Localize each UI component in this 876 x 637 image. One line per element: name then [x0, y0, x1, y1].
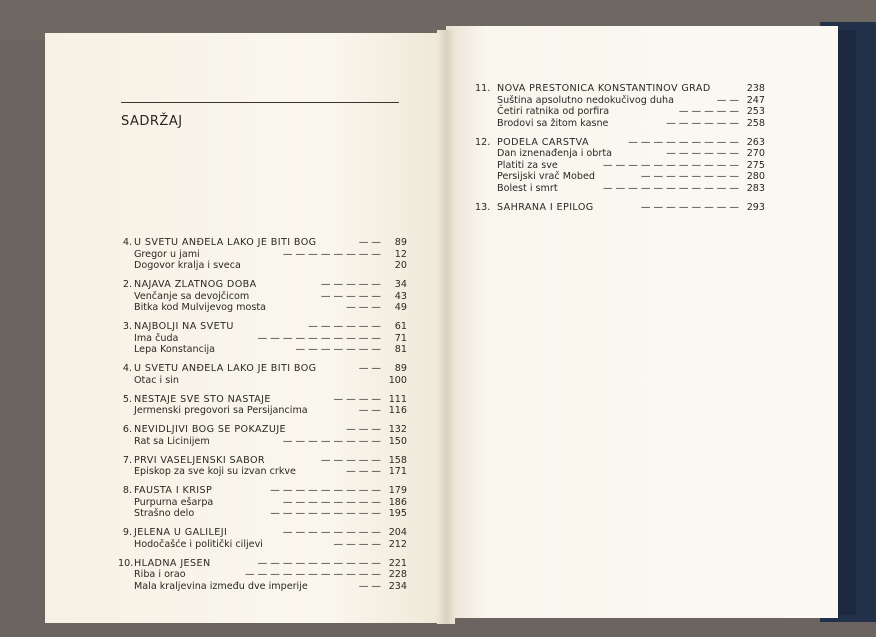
entry-gap	[118, 386, 407, 394]
page-number: 89	[394, 237, 407, 248]
chapter-title: NAJAVA ZLATNOG DOBA	[134, 279, 257, 290]
chapter-number: 3.	[122, 321, 132, 332]
chapter-number: 12.	[475, 136, 491, 148]
page-number: 186	[388, 496, 407, 508]
page-number: 111	[388, 393, 407, 405]
dot-leader: — — — —	[333, 538, 381, 550]
dot-leader: — — — — — —	[666, 117, 739, 129]
chapter-title: HLADNA JESEN	[134, 557, 211, 569]
entry-gap	[118, 314, 407, 322]
page-number: 61	[394, 321, 407, 332]
subentry-title: Dan iznenađenja i obrta	[497, 148, 612, 159]
entry-gap	[118, 520, 407, 528]
dot-leader: — — — — — — — — — — —	[244, 569, 381, 580]
subentry-title: Četiri ratnika od porfira	[497, 106, 610, 117]
entry-gap	[475, 129, 765, 137]
toc-subentry	[118, 569, 407, 581]
toc-subentry	[118, 260, 407, 272]
page-number: 228	[388, 569, 407, 580]
dot-leader: — — — — — — — —	[282, 435, 381, 447]
page-number: 158	[388, 454, 407, 466]
dot-leader: — — — — — — — — —	[628, 136, 739, 148]
chapter-title: JELENA U GALILEJI	[134, 527, 228, 538]
subentry-title: Platiti za sve	[497, 159, 558, 171]
entry-gap	[118, 478, 407, 486]
chapter-title: SAHRANA I EPILOG	[497, 201, 594, 213]
subentry-title: Persijski vrač Mobed	[497, 171, 595, 182]
dot-leader: — — — — — — — — — —	[257, 332, 381, 344]
chapter-title: FAUSTA I KRISP	[134, 485, 213, 496]
dot-leader: — —	[358, 363, 381, 374]
dot-leader: — — — — — — — — —	[270, 508, 381, 519]
toc-chapter-entry	[118, 485, 407, 497]
toc-chapter-entry	[118, 321, 407, 333]
chapter-title: PODELA CARSTVA	[497, 136, 589, 148]
chapter-number: 7.	[122, 454, 132, 466]
subentry-title: Purpurna ešarpa	[134, 496, 214, 508]
chapter-number: 13.	[475, 201, 491, 213]
chapter-number: 5.	[122, 393, 132, 405]
toc-chapter-entry	[475, 137, 765, 149]
toc-subentry	[118, 375, 407, 387]
subentry-title: Riba i orao	[134, 569, 186, 580]
chapter-number: 2.	[122, 279, 132, 290]
chapter-title: NOVA PRESTONICA KONSTANTINOV GRAD	[497, 83, 711, 94]
page-number: 234	[388, 580, 407, 592]
toc-subentry	[475, 95, 765, 107]
toc-subentry	[475, 118, 765, 130]
toc-subentry	[118, 333, 407, 345]
subentry-title: Lepa Konstancija	[134, 344, 216, 355]
toc-subentry	[118, 344, 407, 356]
page-number: 293	[746, 201, 765, 213]
toc-chapter-entry	[475, 202, 765, 214]
page-number: 43	[394, 290, 407, 302]
page-number: 204	[388, 527, 407, 538]
dot-leader: — — — —	[333, 393, 381, 405]
dot-leader: — —	[358, 237, 381, 248]
page-number: 179	[388, 485, 407, 496]
chapter-title: U SVETU ANĐELA LAKO JE BITI BOG	[134, 237, 317, 248]
chapter-number: 9.	[122, 527, 132, 538]
toc-subentry	[475, 160, 765, 172]
page-number: 275	[746, 159, 765, 171]
dot-leader: — — — — — — — — — — —	[602, 159, 739, 171]
subentry-title: Rat sa Licinijem	[134, 435, 210, 447]
toc-subentry	[118, 539, 407, 551]
dot-leader: — — — — — —	[308, 321, 381, 332]
toc-left-column	[118, 237, 407, 592]
page-number: 195	[388, 508, 407, 519]
page-number: 171	[388, 466, 407, 477]
dot-leader: — — — — — —	[666, 148, 739, 159]
toc-subentry	[118, 508, 407, 520]
page-number: 71	[394, 332, 407, 344]
subentry-title: Strašno delo	[134, 508, 195, 519]
dot-leader: — —	[716, 94, 739, 106]
entry-gap	[475, 194, 765, 202]
subentry-title: Mala kraljevina između dve imperije	[134, 580, 308, 592]
dot-leader: — — — — — — — —	[282, 527, 381, 538]
dot-leader: — —	[358, 405, 381, 416]
toc-chapter-entry	[118, 558, 407, 570]
chapter-number: 8.	[122, 485, 132, 496]
page-number: 221	[388, 557, 407, 569]
toc-chapter-entry	[118, 455, 407, 467]
page-number: 100	[388, 374, 407, 386]
chapter-title: U SVETU ANĐELA LAKO JE BITI BOG	[134, 363, 317, 374]
dot-leader: — — — — — — —	[295, 344, 381, 355]
subentry-title: Episkop za sve koji su izvan crkve	[134, 466, 296, 477]
entry-gap	[118, 356, 407, 364]
chapter-number: 11.	[475, 83, 491, 94]
page-number: 132	[388, 424, 407, 435]
dot-leader: — —	[358, 580, 381, 592]
chapter-title: NAJBOLJI NA SVETU	[134, 321, 234, 332]
chapter-title: NEVIDLJIVI BOG SE POKAZUJE	[134, 424, 287, 435]
toc-subentry	[118, 581, 407, 593]
page-number: 258	[746, 117, 765, 129]
dot-leader: — — —	[346, 302, 381, 313]
dot-leader: — — — — — — — —	[282, 248, 381, 260]
subentry-title: Gregor u jami	[134, 248, 200, 260]
toc-subentry	[118, 466, 407, 478]
toc-subentry	[118, 436, 407, 448]
subentry-title: Bitka kod Mulvijevog mosta	[134, 302, 267, 313]
chapter-number: 10.	[118, 557, 134, 569]
entry-gap	[118, 447, 407, 455]
dot-leader: — — — — — — — — —	[270, 485, 381, 496]
page-number: 238	[746, 83, 765, 94]
toc-chapter-entry	[475, 83, 765, 95]
toc-subentry	[118, 405, 407, 417]
subentry-title: Ima čuda	[134, 332, 179, 344]
page-number: 116	[388, 405, 407, 416]
book-gutter	[437, 30, 455, 624]
page-number: 34	[394, 279, 407, 290]
toc-subentry	[118, 249, 407, 261]
dot-leader: — — — — —	[678, 106, 739, 117]
dot-leader: — — — — —	[320, 279, 381, 290]
chapter-number: 4.	[122, 237, 132, 248]
page-number: 247	[746, 94, 765, 106]
page-number: 280	[746, 171, 765, 182]
dot-leader: — — —	[346, 424, 381, 435]
chapter-number: 6.	[122, 424, 132, 435]
entry-gap	[118, 417, 407, 425]
dot-leader: — — — — — — — — — —	[257, 557, 381, 569]
chapter-title: PRVI VASELJENSKI SABOR	[134, 454, 265, 466]
page-number: 89	[394, 363, 407, 374]
subentry-title: Bolest i smrt	[497, 182, 558, 194]
page-number: 283	[746, 182, 765, 194]
dot-leader: — — — — — — — —	[640, 201, 739, 213]
page-number: 150	[388, 435, 407, 447]
chapter-number: 4.	[122, 363, 132, 374]
heading-rule	[121, 102, 399, 103]
page-title: SADRŽAJ	[121, 114, 183, 129]
subentry-title: Venčanje sa devojčicom	[134, 290, 250, 302]
subentry-title: Brodovi sa žitom kasne	[497, 117, 609, 129]
subentry-title: Suština apsolutno nedokučivog duha	[497, 94, 674, 106]
toc-chapter-entry	[118, 279, 407, 291]
chapter-title: NESTAJE SVE STO NASTAJE	[134, 393, 271, 405]
subentry-title: Jermenski pregovori sa Persijancima	[134, 405, 308, 416]
toc-subentry	[475, 106, 765, 118]
toc-subentry	[118, 302, 407, 314]
toc-subentry	[475, 183, 765, 195]
subentry-title: Dogovor kralja i sveca	[134, 260, 241, 271]
entry-gap	[118, 550, 407, 558]
dot-leader: — — — — —	[320, 290, 381, 302]
toc-subentry	[118, 291, 407, 303]
toc-chapter-entry	[118, 394, 407, 406]
toc-subentry	[475, 148, 765, 160]
toc-subentry	[475, 171, 765, 183]
page-number: 270	[746, 148, 765, 159]
toc-chapter-entry	[118, 363, 407, 375]
dot-leader: — — — — — — — — — — —	[602, 182, 739, 194]
page-number: 49	[394, 302, 407, 313]
book-cover-edge	[836, 30, 856, 615]
page-number: 212	[388, 538, 407, 550]
page-number: 81	[394, 344, 407, 355]
toc-chapter-entry	[118, 424, 407, 436]
entry-gap	[118, 272, 407, 280]
dot-leader: — — —	[346, 466, 381, 477]
dot-leader: — — — — — — — —	[282, 496, 381, 508]
toc-chapter-entry	[118, 237, 407, 249]
dot-leader: — — — — —	[320, 454, 381, 466]
subentry-title: Hodočašće i politički ciljevi	[134, 538, 263, 550]
page-number: 12	[394, 248, 407, 260]
subentry-title: Otac i sin	[134, 374, 179, 386]
toc-chapter-entry	[118, 527, 407, 539]
toc-subentry	[118, 497, 407, 509]
page-number: 20	[394, 260, 407, 271]
toc-right-column	[475, 83, 765, 213]
dot-leader: — — — — — — — —	[640, 171, 739, 182]
page-number: 263	[746, 136, 765, 148]
page-number: 253	[746, 106, 765, 117]
